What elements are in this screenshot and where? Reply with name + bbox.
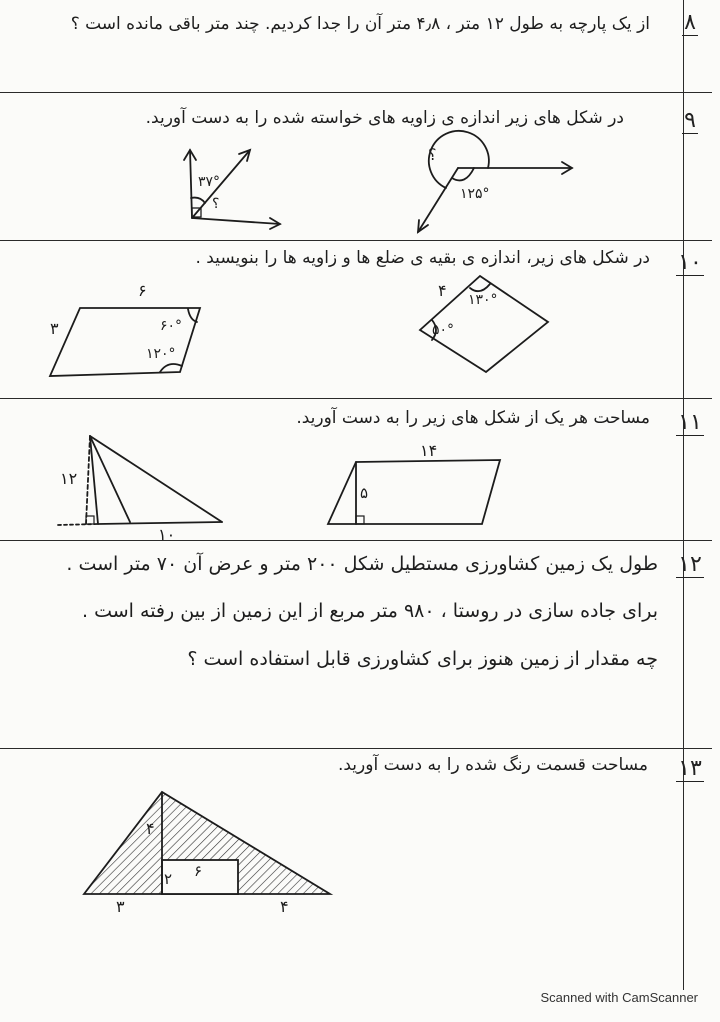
q13-rect-width-label: ۶: [194, 862, 203, 880]
q10-para-left-label: ۳: [50, 319, 59, 338]
question-12-line-3: چه مقدار از زمین هنوز برای کشاورزی قابل استفاده است ؟: [187, 648, 658, 670]
q11-tri-base: [98, 522, 222, 524]
q11-parallelogram-outline: [328, 460, 500, 524]
q10-rhombus-side-label: ۴: [438, 281, 447, 300]
question-10-text: در شکل های زیر، اندازه ی بقیه ی ضلع ها و زاویه ها را بنویسید .: [195, 248, 650, 268]
scanner-footer: Scanned with CamScanner: [540, 990, 698, 1005]
q9b-angle-label: ۱۲۵°: [460, 186, 490, 202]
question-13-text: مساحت قسمت رنگ شده را به دست آورید.: [337, 755, 648, 775]
q10-para-angle-top-label: ۶۰°: [160, 318, 183, 334]
q10-para-angle-bottom-label: ۱۲۰°: [146, 346, 176, 362]
q11-number: ۱۱: [678, 410, 702, 435]
q9b-arrow-down: [418, 220, 428, 232]
q9b-inner-arc: [452, 168, 474, 180]
q9b-reflex-arc: [429, 131, 489, 188]
question-11-text: مساحت هر یک از شکل های زیر را به دست آورید.: [296, 408, 650, 428]
q11-tri-height-label: ۱۲: [60, 469, 78, 488]
question-12-line-2: برای جاده سازی در روستا ، ۹۸۰ متر مربع از این زمین از بین رفته است .: [82, 600, 658, 622]
q11-tri-right-angle: [86, 516, 94, 524]
q13-base-left-label: ۳: [116, 897, 125, 916]
q11-tri-base-label: ۱۰: [158, 525, 176, 544]
question-9-text: در شکل های زیر اندازه ی زاویه های خواسته شده را به دست آورید.: [145, 108, 624, 128]
q10-number: ۱۰: [678, 250, 702, 275]
q11-para-height-label: ۵: [360, 484, 369, 502]
q11-tri-height: [86, 436, 90, 524]
q12-number: ۱۲: [678, 552, 702, 577]
q10-rhombus-angle-top-label: ۱۳۰°: [468, 292, 498, 308]
q10-rhombus-arc-top: [470, 284, 490, 291]
q13-number: ۱۳: [678, 756, 702, 781]
q10-para-arc-bottom: [160, 364, 182, 372]
q11-para-top-label: ۱۴: [420, 441, 438, 460]
q11-triangle: [58, 436, 222, 525]
q9-angle-figure-b: [418, 131, 572, 232]
q9a-horizontal-ray: [192, 218, 280, 224]
q11-parallelogram: [328, 460, 500, 524]
q13-height-upper-label: ۴: [146, 819, 155, 838]
q8-number: ۸: [684, 10, 696, 35]
q13-base-right-label: ۴: [280, 897, 289, 916]
question-12-line-1: طول یک زمین کشاورزی مستطیل شکل ۲۰۰ متر و عرض آن ۷۰ متر است .: [66, 553, 658, 575]
q9a-unknown-label: ؟: [212, 196, 220, 212]
q11-para-right-angle: [356, 516, 364, 524]
q9a-angle-arc: [191, 198, 205, 203]
q9a-angle-label: ۳۷°: [198, 174, 221, 190]
q9-number: ۹: [684, 108, 696, 133]
q10-para-top-label: ۶: [138, 281, 147, 300]
question-8-text: از یک پارچه به طول ۱۲ متر ، ۴٫۸ متر آن را جدا کردیم. چند متر باقی مانده است ؟: [70, 14, 650, 34]
q10-rhombus-angle-left-label: ۵۰°: [432, 322, 455, 338]
q13-figure: [84, 792, 330, 894]
q9b-unknown-label: ؟: [428, 145, 437, 164]
q13-rect-height-label: ۲: [164, 870, 173, 888]
